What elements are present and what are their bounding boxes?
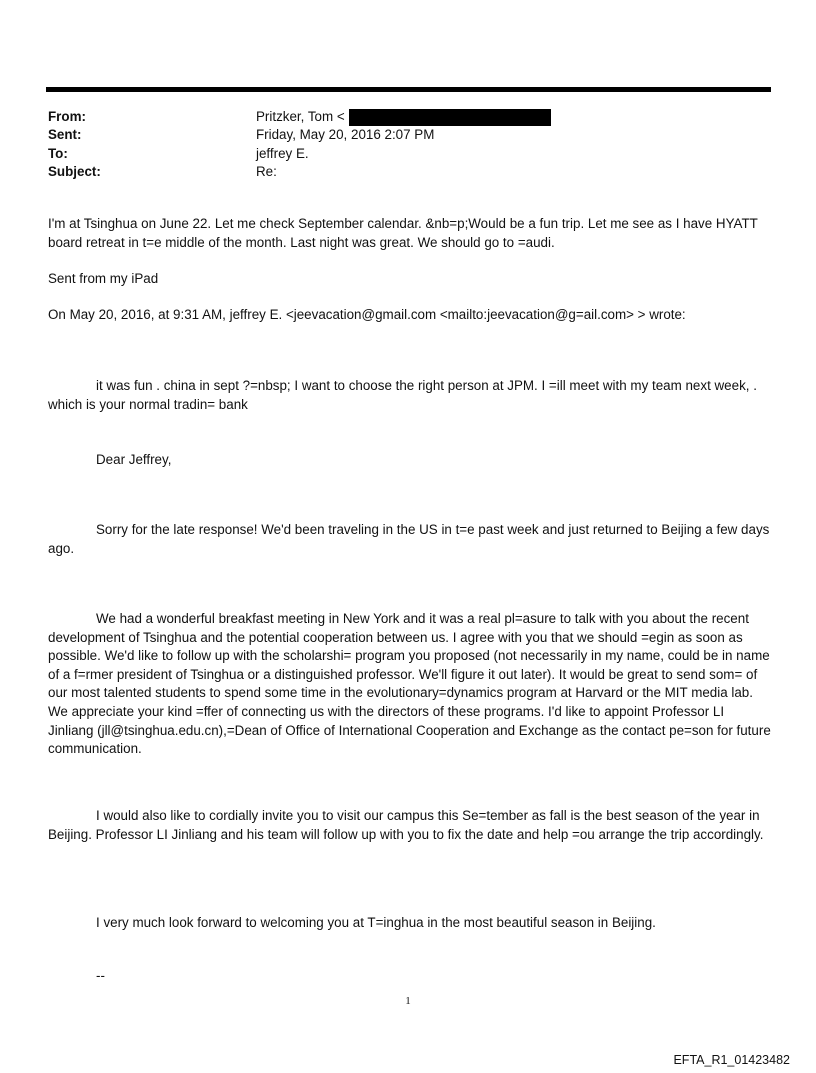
subject-value: Re:: [256, 164, 277, 180]
quoted-paragraph: it was fun . china in sept ?=nbsp; I want to choose the right person at JPM. I =ill meet with my team next week, . which is your normal tradin= bank: [48, 378, 757, 412]
to-label: To:: [48, 145, 68, 161]
to-row: [48, 145, 768, 163]
from-value: Pritzker, Tom <: [256, 109, 345, 124]
from-label: From:: [48, 109, 86, 124]
signature-line: Sent from my iPad: [48, 271, 159, 286]
top-rule: [46, 87, 771, 92]
bates-number: EFTA_R1_01423482: [673, 1053, 790, 1067]
letter-paragraph: Sorry for the late response! We'd been traveling in the US in t=e past week and just returned to Beijing a few days ago.: [48, 522, 770, 556]
sent-row: [48, 126, 768, 144]
page-number: 1: [405, 995, 411, 1007]
sent-value: Friday, May 20, 2016 2:07 PM: [256, 127, 435, 143]
subject-row: [48, 163, 768, 181]
subject-label: Subject:: [48, 164, 101, 180]
reply-paragraph: I'm at Tsinghua on June 22. Let me check September calendar. &nb=p;Would be a fun trip. Let me see as I have HYATT board retreat in t=e middle of the month. Last night was great. We should go to =audi.: [48, 216, 758, 250]
email-header: [48, 108, 768, 182]
letter-paragraph: I very much look forward to welcoming you at T=inghua in the most beautiful season in Beijing.: [96, 915, 656, 930]
from-row: [48, 108, 768, 126]
redaction-box: [349, 109, 551, 126]
salutation: Dear Jeffrey,: [96, 452, 172, 467]
letter-paragraph: We had a wonderful breakfast meeting in New York and it was a real pl=asure to talk with you about the recent development of Tsinghua and the potential cooperation between us. I agree with you that we should =egin as soon as possible. We'd like to follow up with the scholarshi= program you proposed (not necessarily in my name, could be in name of a f=rmer president of Tsinghua or a distinguished professor. We'll figure it out later). It would be great to send som= of our most talented students to spend some time in the evolutionary=dynamics program at Harvard or the MIT media lab. We appreciate your kind =ffer of connecting us with the directors of these programs. I'd like to appoint Professor LI Jinliang (jll@tsinghua.edu.cn),=Dean of Office of International Cooperation and Exchange as the contact pe=son for future communication.: [48, 611, 771, 757]
quote-attribution: On May 20, 2016, at 9:31 AM, jeffrey E. <jeevacation@gmail.com <mailto:jeevacation@g=ail.com> > wrote:: [48, 307, 686, 322]
to-value: jeffrey E.: [256, 145, 309, 161]
signature-separator: --: [96, 968, 105, 983]
letter-paragraph: I would also like to cordially invite you to visit our campus this Se=tember as fall is the best season of the year in Beijing. Professor LI Jinliang and his team will follow up with you to fix the date and help =ou arrange the trip accordingly.: [48, 808, 764, 842]
sent-label: Sent:: [48, 127, 82, 143]
